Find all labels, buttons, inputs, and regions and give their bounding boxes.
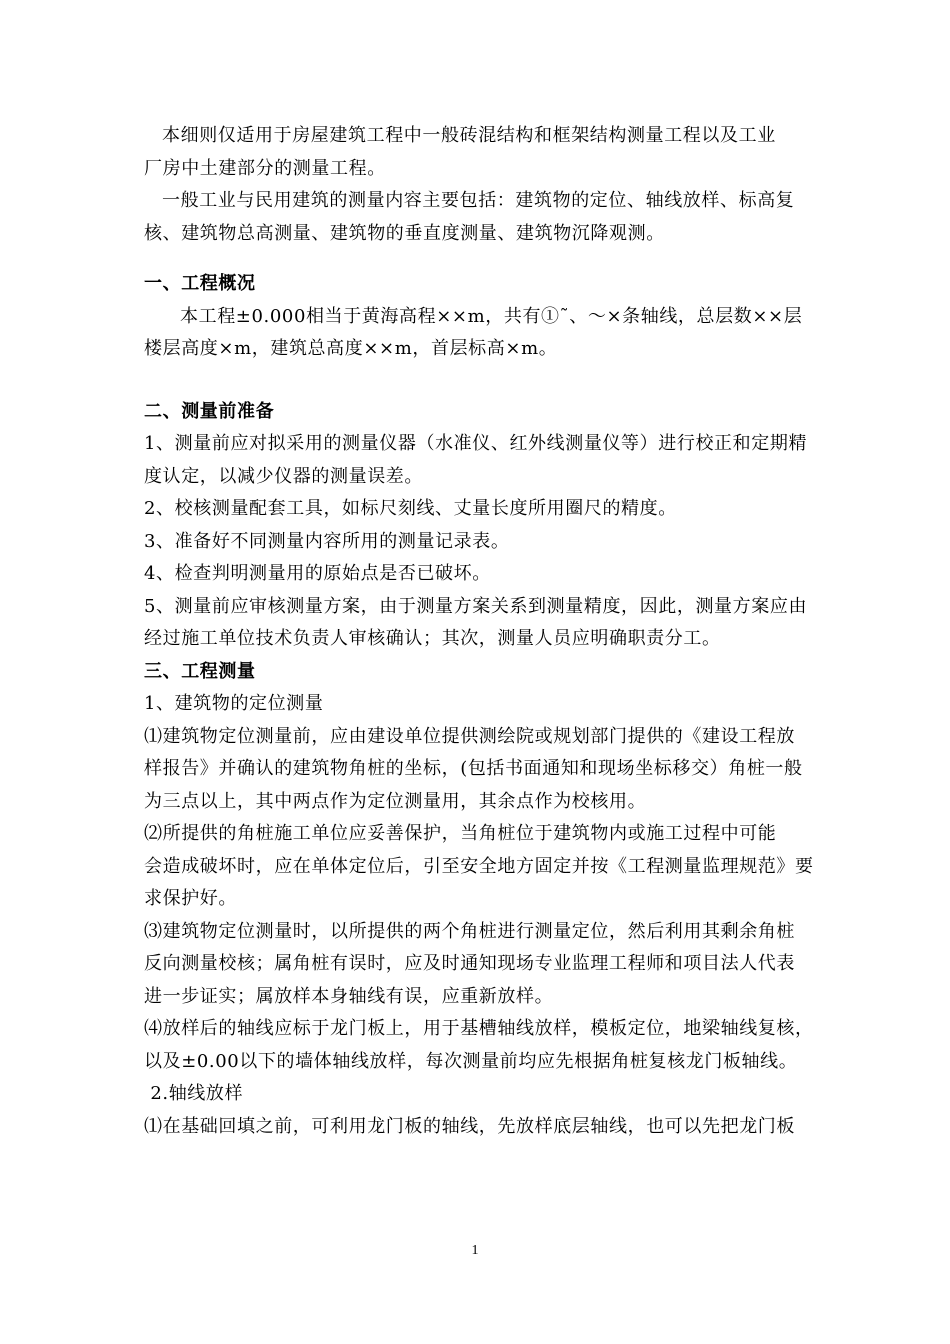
page-number: 1 [471, 1243, 479, 1258]
section-3-subheading-2: 2.轴线放样 [144, 1083, 244, 1104]
section-2-item-4: 4、检查判明测量用的原始点是否已破坏。 [144, 563, 491, 584]
section-3-para-1-line-3: 为三点以上，其中两点作为定位测量用，其余点作为校核用。 [144, 790, 647, 812]
document-body [144, 120, 812, 1143]
section-3-para-4-line-2: 以及±0.00以下的墙体轴线放样，每次测量前均应先根据角桩复核龙门板轴线。 [144, 1050, 798, 1072]
intro-paragraph-1-line-2: 厂房中土建部分的测量工程。 [144, 157, 386, 179]
section-3-para-5-line-1: ⑴在基础回填之前，可利用龙门板的轴线，先放样底层轴线，也可以先把龙门板 [144, 1115, 795, 1137]
intro-paragraph-2-line-2: 核、建筑物总高测量、建筑物的垂直度测量、建筑物沉降观测。 [144, 222, 665, 244]
section-3-para-3-line-2: 反向测量校核；属角桩有误时，应及时通知现场专业监理工程师和项目法人代表 [144, 953, 795, 974]
section-1-heading: 一、工程概况 [144, 273, 256, 294]
section-3-subheading-1: 1、建筑物的定位测量 [144, 693, 324, 714]
section-2-item-5-line-2: 经过施工单位技术负责人审核确认；其次，测量人员应明确职责分工。 [144, 628, 721, 649]
section-3-heading: 三、工程测量 [144, 660, 256, 682]
section-3-para-4-line-1: ⑷放样后的轴线应标于龙门板上，用于基槽轴线放样，模板定位，地梁轴线复核， [144, 1018, 814, 1039]
section-3-para-3-line-3: 进一步证实；属放样本身轴线有误，应重新放样。 [144, 985, 554, 1007]
section-2-heading: 二、测量前准备 [144, 400, 275, 422]
section-2-item-5-line-1: 5、测量前应审核测量方案，由于测量方案关系到测量精度，因此，测量方案应由 [144, 595, 808, 617]
section-2-item-2: 2、校核测量配套工具，如标尺刻线、丈量长度所用圈尺的精度。 [144, 498, 677, 519]
section-2-item-1-line-2: 度认定，以减少仪器的测量误差。 [144, 465, 423, 487]
section-3-para-3-line-1: ⑶建筑物定位测量时，以所提供的两个角桩进行测量定位，然后利用其剩余角桩 [144, 920, 795, 942]
section-3-para-1-line-2: 样报告》并确认的建筑物角桩的坐标，(包括书面通知和现场坐标移交）角桩一般 [144, 758, 803, 779]
section-2-item-3: 3、准备好不同测量内容所用的测量记录表。 [144, 530, 510, 552]
intro-paragraph-1-line-1: 本细则仅适用于房屋建筑工程中一般砖混结构和框架结构测量工程以及工业 [162, 125, 776, 146]
section-3-para-1-line-1: ⑴建筑物定位测量前，应由建设单位提供测绘院或规划部门提供的《建设工程放 [144, 725, 795, 747]
section-3-para-2-line-3: 求保护好。 [144, 888, 237, 909]
section-3-para-2-line-1: ⑵所提供的角桩施工单位应妥善保护，当角桩位于建筑物内或施工过程中可能 [144, 823, 777, 844]
section-1-line-1: 本工程±0.000相当于黄海高程××m，共有①˜、～×条轴线，总层数××层 [180, 305, 803, 327]
section-1-line-2: 楼层高度×m，建筑总高度××m，首层标高×m。 [144, 338, 558, 359]
section-3-para-2-line-2: 会造成破坏时，应在单体定位后，引至安全地方固定并按《工程测量监理规范》要 [144, 855, 814, 877]
intro-paragraph-2-line-1: 一般工业与民用建筑的测量内容主要包括：建筑物的定位、轴线放样、标高复 [162, 190, 795, 211]
section-2-item-1-line-1: 1、测量前应对拟采用的测量仪器（水准仪、红外线测量仪等）进行校正和定期精 [144, 433, 808, 454]
